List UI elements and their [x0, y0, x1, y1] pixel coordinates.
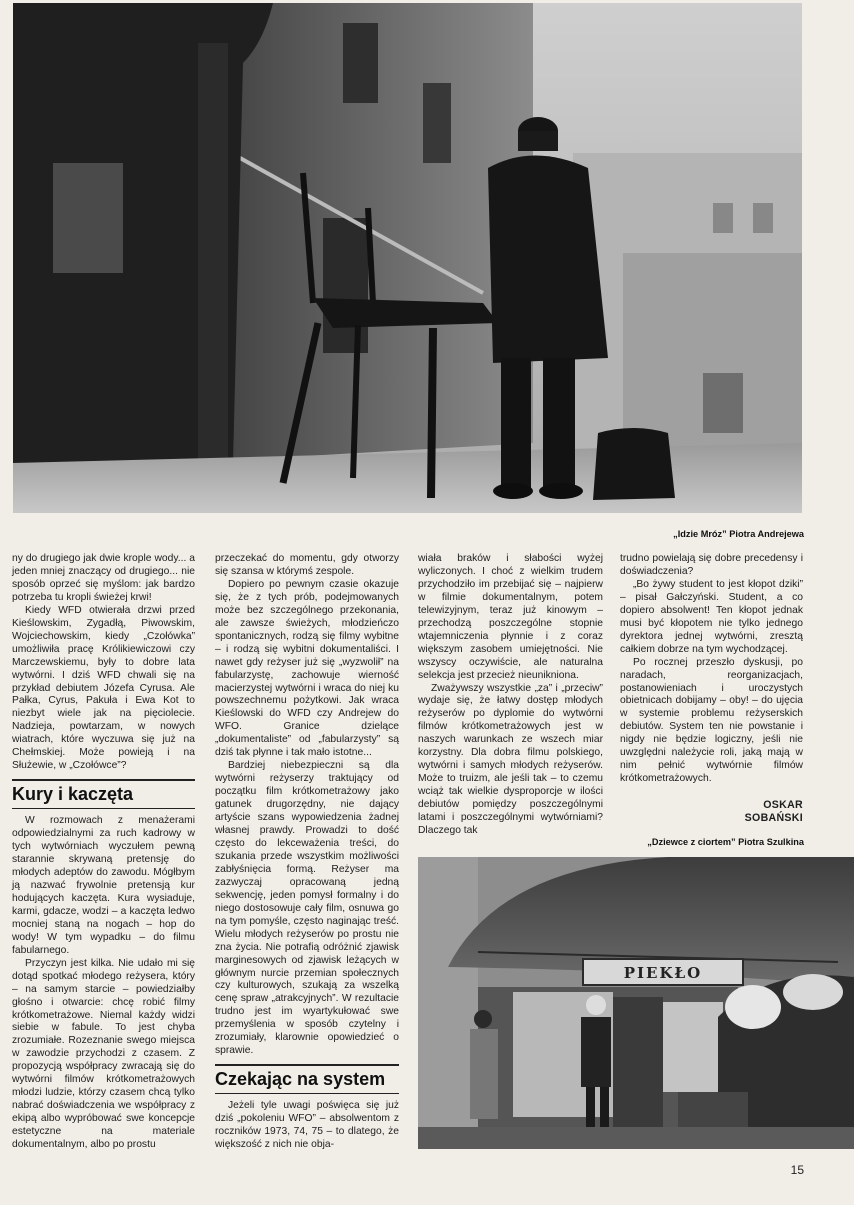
paragraph: Bardziej niebezpieczni są dla wytwórni reżyserzy traktujący od początku film krótkometrażowy jako gatunek drugorzędny, nie dający artyście szans wypowiedzenia żadnej własnej prawdy. Prowadzi to dość często do lekceważenia treści, do szukania przede wszystkim możliwości zabłyśnięcia formą. Reżyser ma zazwyczaj opracowaną jedną sekwencję, jeden pomysł formalny i do niego dostosowuje cały film, osnuwa go na tym pomyśle, często naginając treść. Wielu młodych reżyserów po prostu nie zna życia. Nie potrafią odróżnić zjawisk marginesowych od zjawisk leżących w głównym nurcie przemian społecznych czy kulturowych, szukają za wszelką cenę spraw „atrakcyjnych”. W rezultacie trudno jest im wyartykułować swe przemyślenia w sposób czytelny i zrozumiały, klarownie opowiedzieć o sprawie.: [215, 760, 399, 1057]
top-photo: [13, 3, 802, 513]
page-number: 15: [790, 1163, 804, 1177]
column-3: [418, 553, 603, 838]
section-heading: Kury i kaczęta: [12, 779, 195, 809]
paragraph: wiała braków i słabości wyżej wyliczonych. I choć z wielkim trudem przychodziło im przebijać się – najpierw w filmie dokumentalnym, potem telewizyjnym, teraz już kinowym – przechodzą poszczególne stopnie wtajemniczenia płynnie i z coraz większym zasobem umiejętności. Nie wszyscy oczywiście, ale naturalna selekcja jest przecież nieunikniona.: [418, 553, 603, 681]
paragraph: Jeżeli tyle uwagi poświęca się już dziś „pokoleniu WFO” – absolwentom z roczników 1973, 74, 75 – to dlatego, że większość z nich nie obja-: [215, 1100, 399, 1151]
sign-text: PIEKŁO: [623, 964, 703, 982]
paragraph: trudno powielają się dobre precedensy i doświadczenia?: [620, 553, 803, 577]
column-1: [12, 553, 195, 1152]
column-2: [215, 553, 399, 1152]
paragraph: „Bo żywy student to jest kłopot dziki” – pisał Gałczyński. Student, a co dopiero absolwent! Ten kłopot jednak musi być kłopotem nie tylko jednego dyrektora jednej wytwórni, zresztą całkiem dobrze na tym wychodzącej.: [620, 578, 803, 655]
paragraph: przeczekać do momentu, gdy otworzy się szansa w którymś zespole.: [215, 553, 399, 577]
paragraph: Przyczyn jest kilka. Nie udało mi się dotąd spotkać młodego reżysera, który – na samym starcie – powiedziałby głośno i otwarcie: chcę robić filmy krótkometrażowe. Niemal każdy widzi siebie w fabule. To jest chyba zrozumiałe. Rozeznanie swego miejsca w zawodzie przychodzi z czasem. Z propozycją współpracy zwracają się do wytwórni filmów krótkometrażowych młodzi ludzie, którzy czasem chcą tylko nabrać doświadczenia we współpracy z ekipą albo wypróbować swe koncepcje estetyczne na materiale dokumentalnym, albo po prostu: [12, 957, 195, 1151]
paragraph: ny do drugiego jak dwie krople wody... a jeden mniej znaczący od drugiego... nie sposób oprzeć się myślom: jak bardzo potrzeba tu kropli świeżej krwi!: [12, 553, 195, 603]
paragraph: W rozmowach z menażerami odpowiedzialnymi za ruch kadrowy w tych wytwórniach wyczułem pewną starannie skrywaną pretensję do młodych adeptów do zawodu. Mógłbym ją nazwać frywolnie pretensją kur hodujących kaczęta. Kura wysiaduje, karmi, gdacze, wodzi – a kaczęta ledwo mocniej staną na nogach – hop do wody! W tym wypadku – do filmu fabularnego.: [12, 815, 195, 956]
paragraph: Zważywszy wszystkie „za” i „przeciw” wydaje się, że łatwy dostęp młodych reżyserów po dyplomie do wytwórni filmów krótkometrażowych jest w naszych warunkach ze wszech miar korzystny. Dla dobra filmu polskiego, wytwórni i samych młodych reżyserów. Może to truizm, ale jeśli tak – to czemu wciąż tak wielkie dysproporcje w ilości debiutów pomiędzy poszczególnymi latami i poszczególnymi wytwórniami? Dlaczego tak: [418, 682, 603, 837]
author-first-name: OSKAR: [763, 799, 803, 812]
bottom-photo: [418, 857, 854, 1149]
bottom-photo-caption: „Dziewce z ciortem” Piotra Szulkina: [647, 837, 804, 847]
section-heading: Czekając na system: [215, 1064, 399, 1094]
author-name: [620, 799, 803, 825]
paragraph: Dopiero po pewnym czasie okazuje się, że z tych prób, podejmowanych może bez szczególnego przekonania, ale zawsze świeżych, młodzieńczo spontanicznych, rodzą się filmy wybitne – i rodzą się wybitni dokumentaliści. I nawet gdy reżyser już się „wyzwolił” na fabularzystę, zachowuje wierność macierzystej wytwórni i wraca do niej ku powszechnemu pożytkowi. Jak wraca Kieślowski do WFD czy Andrejew do WFO. Granice dzielące „dokumentaliste” od „fabularzysty” są dziś tak płynne i tak mało istotne...: [215, 578, 399, 759]
author-last-name: SOBAŃSKI: [744, 812, 803, 825]
column-4: [620, 553, 803, 825]
top-photo-caption: „Idzie Mróz” Piotra Andrejewa: [673, 529, 804, 539]
paragraph: Kiedy WFD otwierała drzwi przed Kieślowskim, Zygadłą, Piwowskim, Wojciechowskim, kiedy „Czołówka” umożliwiła pracę Królikiewiczowi czy Marczewskiemu, były to dobre lata wytwórni. I dziś WFD chwali się na przykład debiutem Józefa Cyrusa. Ale Pałka, Cyrus, Pakuła i Ewa Kot to niezbyt wiele jak na pięciolecie. Nadzieja, powtarzam, w nowych wiatrach, które wyczuwa się już na Chełmskiej. Może powieją i na Służewie, w „Czołówce”?: [12, 604, 195, 772]
paragraph: Po rocznej przeszło dyskusji, po naradach, reorganizacjach, postanowieniach i uroczystych obietnicach dobijamy – oby! – do ujęcia w systemie problemu reżyserskich debiutów. System ten nie powstanie i nigdy nie będzie logiczny, jeśli nie uwzględni należycie roli, jaką mają w nim pełnić wytwórnie filmów krótkometrażowych.: [620, 656, 803, 785]
